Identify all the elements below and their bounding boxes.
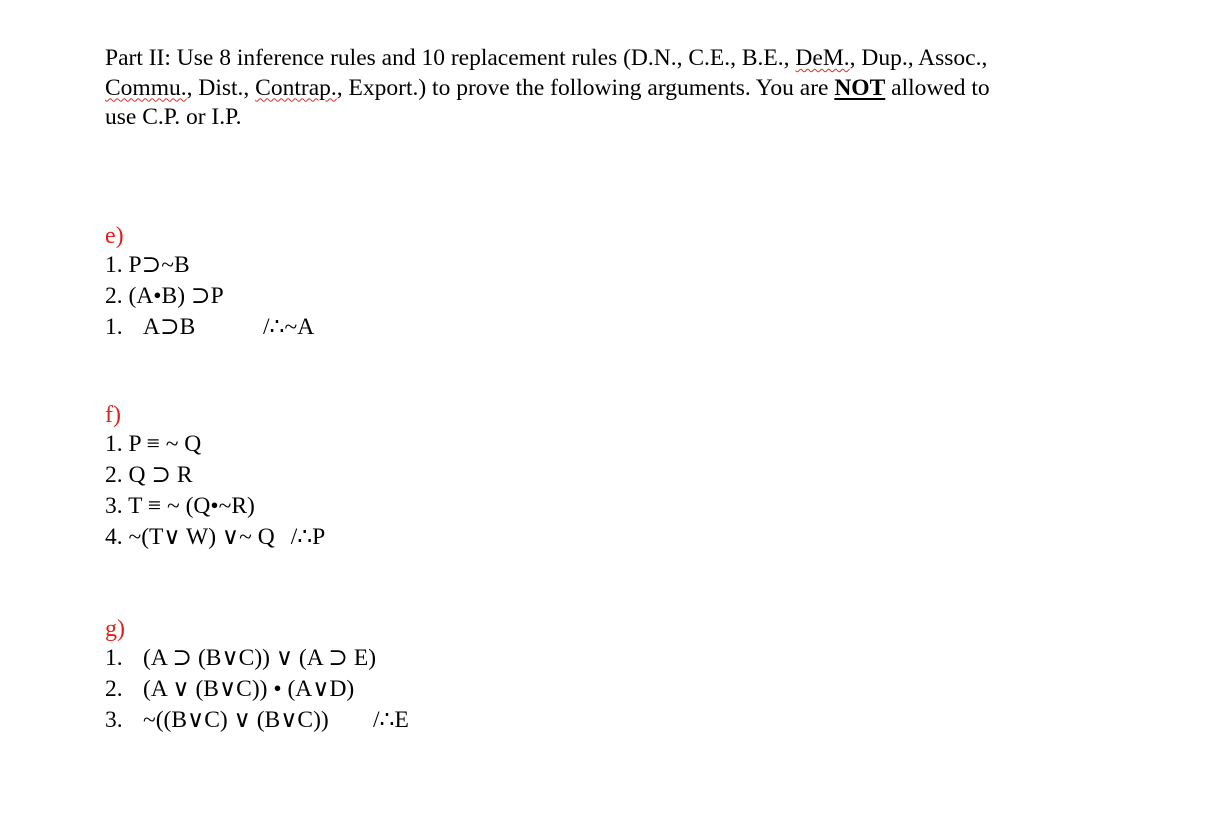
problem-label: f) bbox=[105, 402, 121, 428]
premise-formula: A⊃B bbox=[143, 314, 196, 340]
line-number: 3. bbox=[105, 493, 123, 519]
line-number: 1. bbox=[105, 314, 123, 340]
instructions-line-3: use C.P. or I.P. bbox=[105, 104, 242, 130]
not-emphasis: NOT bbox=[834, 74, 886, 101]
premise-line bbox=[105, 674, 376, 705]
instructions-text: , Export.) to prove the following arguments. You are bbox=[336, 74, 835, 101]
instructions-text: , Dist., bbox=[186, 74, 256, 101]
line-number: 4. bbox=[105, 524, 123, 550]
instructions-text: Part II: Use 8 inference rules and 10 replacement rules (D.N., C.E., B.E., bbox=[105, 45, 796, 71]
spellcheck-contrap: Contrap. bbox=[255, 74, 337, 101]
premise-line bbox=[105, 460, 325, 491]
premise-line bbox=[105, 491, 325, 522]
line-number: 2. bbox=[105, 676, 123, 702]
problem-label: g) bbox=[105, 616, 125, 642]
premise-formula: ~((B∨C) ∨ (B∨C)) bbox=[143, 707, 329, 733]
premise-line bbox=[105, 705, 409, 736]
spellcheck-commu: Commu. bbox=[105, 74, 187, 101]
premise-formula: T ≡ ~ (Q•~R) bbox=[128, 493, 255, 519]
premise-line bbox=[105, 281, 224, 312]
instructions-paragraph bbox=[105, 44, 1105, 133]
conclusion: /∴P bbox=[290, 524, 326, 550]
premise-line bbox=[105, 312, 315, 343]
line-number: 2. bbox=[105, 283, 123, 309]
premise-line bbox=[105, 429, 325, 460]
line-number: 2. bbox=[105, 462, 123, 488]
premise-formula: Q ⊃ R bbox=[128, 462, 193, 488]
conclusion: /∴E bbox=[373, 707, 409, 733]
problem-g bbox=[105, 615, 409, 736]
premise-formula: (A ⊃ (B∨C)) ∨ (A ⊃ E) bbox=[143, 645, 377, 671]
premise-line bbox=[105, 522, 325, 553]
instructions-text: allowed to bbox=[885, 74, 990, 101]
line-number: 3. bbox=[105, 707, 123, 733]
line-number: 1. bbox=[105, 645, 123, 671]
premise-line bbox=[105, 250, 224, 281]
premise-formula: ~(T∨ W) ∨~ Q bbox=[128, 524, 275, 550]
line-number: 1. bbox=[105, 252, 123, 278]
instructions-line-2 bbox=[105, 74, 1105, 104]
instructions-line-1 bbox=[105, 44, 1105, 74]
line-number: 1. bbox=[105, 431, 123, 457]
premise-formula: P ≡ ~ Q bbox=[128, 431, 202, 457]
instructions-text: , Dup., Assoc., bbox=[849, 45, 988, 71]
premise-formula: (A ∨ (B∨C)) • (A∨D) bbox=[143, 676, 355, 702]
conclusion: /∴~A bbox=[263, 314, 315, 340]
premise-formula: (A•B) ⊃P bbox=[128, 283, 224, 309]
premise-line bbox=[105, 643, 376, 674]
spellcheck-demorgan: DeM. bbox=[795, 45, 850, 71]
premise-formula: P⊃~B bbox=[128, 252, 190, 278]
problem-f bbox=[105, 401, 325, 553]
problem-label: e) bbox=[105, 223, 124, 249]
problem-e bbox=[105, 222, 315, 343]
